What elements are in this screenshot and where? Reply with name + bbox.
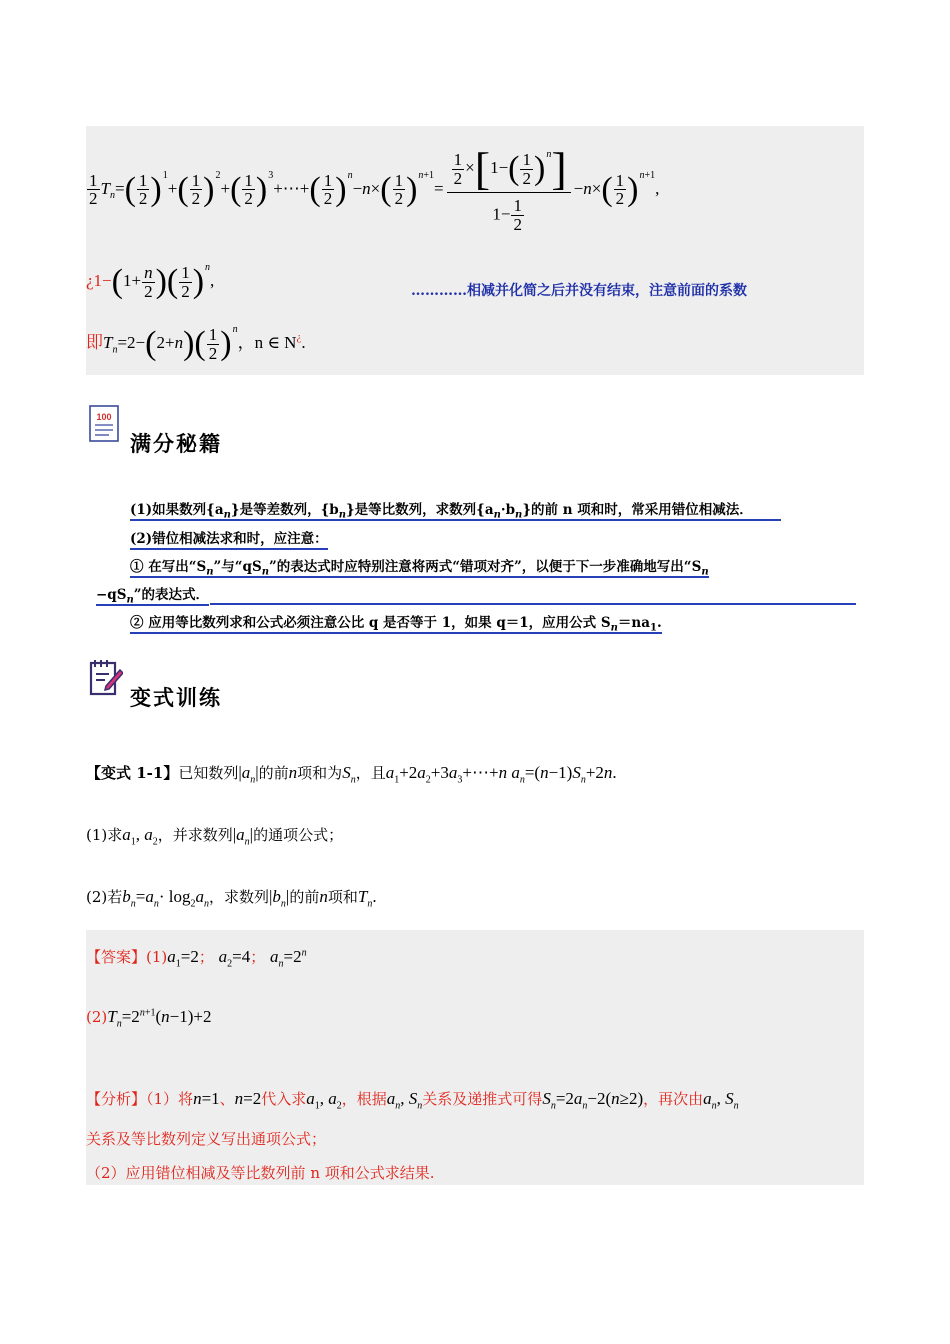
answer-box <box>86 930 864 1185</box>
derivation-line-1: $\frac{1}{2}$ $T_n=$( $\frac{1}{2}$ )$^1$+( $\frac{1}{2}$ )$^2$+( $\frac{1}{2}$ )$^3$+⋯+( $\frac{1}{2}$ )$^n$−n×( $\frac{1}{2}$ )$^{n+1}$= $\frac{1}{2}$ ×[1−( $\frac{1}{2}$ )$^n$] 1− $\frac{1}{2}$ −n×( $\frac{1}{2}$ )$^{n+1}$, <box>89 143 660 234</box>
tip-2: (2)错位相减法求和时，应注意： <box>130 527 328 547</box>
tip-3-underline-ext <box>210 603 856 605</box>
tip-1: (1)如果数列$\{a_n\}$是等差数列，$\{b_n\}$是等比数列，求数列$\{a_n\cdot b_n\}$的前 n 项和时，常采用错位相减法． <box>130 498 781 521</box>
problem-part-1: (1)求$a_1$, $a_2$，并求数列$|a_n|$的通项公式； <box>86 825 344 848</box>
problem-part-2: (2)若$b_n=a_n\cdot \log_2a_n$，求数列$|b_n|$的前n项和$T_n$. <box>86 887 377 910</box>
analysis-line-2: 关系及等比数列定义写出通项公式； <box>86 1130 327 1148</box>
tip-3: ① 在写出“$S_n$”与“$qS_n$”的表达式时应特别注意将两式“错项对齐”，以便于下一步准确地写出“$S_n$ <box>130 559 709 578</box>
svg-text:100: 100 <box>96 412 112 422</box>
derivation-note: …………相减并化简之后并没有结束，注意前面的系数 <box>411 283 747 299</box>
analysis-line-3: （2）应用错位相减及等比数列前 n 项和公式求结果. <box>86 1164 435 1182</box>
notepad-100-icon <box>89 404 119 442</box>
tip-3-continued: $-qS_n$”的表达式． <box>96 587 210 606</box>
answer-part-2: $(2)T_n=2^{n+1}(n-1)+2$ <box>86 1007 212 1030</box>
section-title-secrets: 满分秘籍 <box>130 432 222 456</box>
problem-stem: 【变式 1-1】已知数列$|a_n|$的前n项和为$S_n$，且$a_1+2a_2+3a_3+\cdots+n$ $a_n=(n-1)S_n+2n$. <box>86 763 617 786</box>
section-title-training: 变式训练 <box>130 686 222 710</box>
derivation-line-2: ¿1−(1+ $\frac{n}{2}$ )( $\frac{1}{2}$ )$^n$, <box>86 262 215 301</box>
answer-part-1: 【答案】$(1)a_1=2$； $a_2=4$； $a_n=2^n$ <box>86 947 307 970</box>
notebook-pencil-icon <box>89 658 123 696</box>
derivation-line-3: 即$T_n=2-(2+n)$( $\frac{1}{2}$ )$^n$，n ∈ N¿. <box>86 324 306 363</box>
tip-4: ② 应用等比数列求和公式必须注意公比 q 是否等于 1，如果 q＝1，应用公式 $S_n=na_1$. <box>130 615 662 634</box>
derivation-box <box>86 126 864 375</box>
analysis-line-1: 【分析】（1）将n=1、n=2代入求$a_1$, $a_2$，根据$a_n$, $S_n$关系及递推式可得$S_n=2a_n-2(n\ge 2)$，再次由$a_n$, $S_n$ <box>86 1089 739 1112</box>
